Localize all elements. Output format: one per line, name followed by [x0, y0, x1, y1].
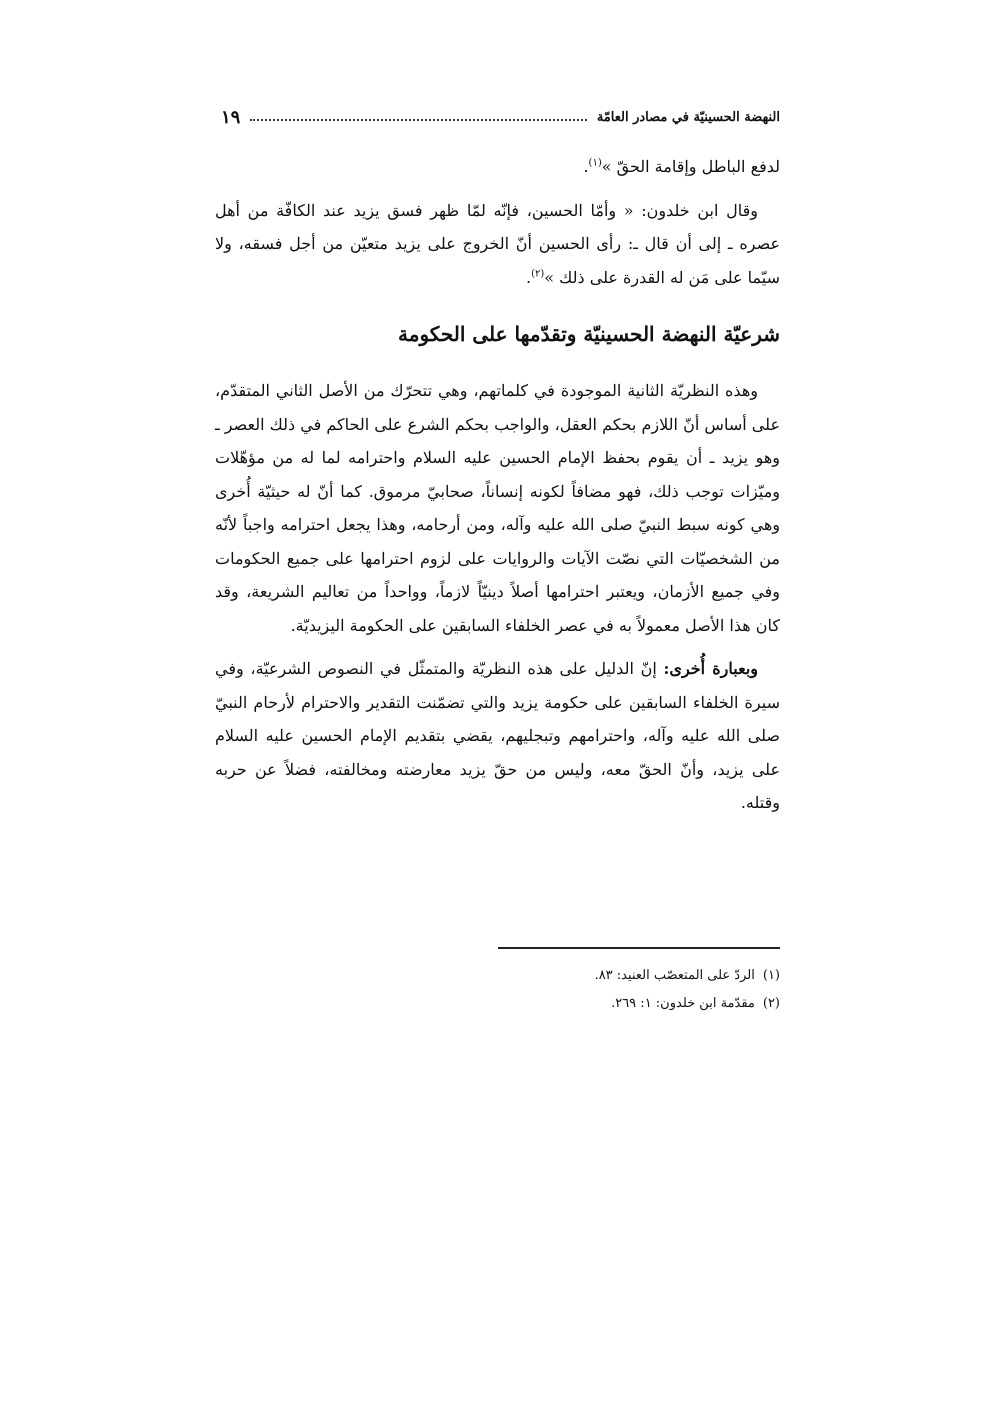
- section-heading: شرعيّة النهضة الحسينيّة وتقدّمها على الحكومة: [398, 322, 780, 346]
- paragraph-continuation-text: لدفع الباطل وإقامة الحقّ »: [601, 157, 780, 176]
- paragraph-continuation-end: .: [583, 157, 589, 176]
- running-header-title: النهضة الحسينيّة في مصادر العامّة: [596, 109, 780, 125]
- paragraph-in-other-words: [215, 652, 780, 820]
- page-number: ١٩: [221, 106, 241, 128]
- footnote-ref-2[interactable]: (٢): [531, 268, 545, 280]
- paragraph-ibn-khaldun-end: .: [526, 267, 532, 287]
- paragraph-continuation: [215, 150, 780, 184]
- header-dot-leader: [250, 119, 586, 121]
- footnote-text: مقدّمة ابن خلدون: ١: ٢٦٩.: [611, 996, 755, 1011]
- paragraph-second-theory: وهذه النظريّة الثانية الموجودة في كلماتهم، وهي تتحرّك من الأصل الثاني المتقدّم، على أساس أنّ اللازم بحكم العقل، والواجب بحكم الشرع على الحاكم في ذلك العصر ـ وهو يزيد ـ أن يقوم بحفظ الإمام الحسين عليه السلام واحترامه لما له من مؤهّلات وميّزات توجب ذلك، فهو مضافاً لكونه إنساناً، صحابيّ مرموق. كما أنّ له حيثيّة أُخرى وهي كونه سبط النبيّ صلى الله عليه وآله، ومن أرحامه، وهذا يجعل احترامه واجباً لأنّه من الشخصيّات التي نصّت الآيات والروايات على لزوم احترامها على جميع الحكومات وفي جميع الأزمان، ويعتبر احترامها أصلاً دينيّاً لازماً، وواحداً من تعاليم الشريعة، وقد كان هذا الأصل معمولاً به في عصر الخلفاء السابقين على الحكومة اليزيديّة.: [215, 381, 780, 635]
- footnote-ref-1[interactable]: (١): [588, 157, 602, 169]
- footnote-number: (١): [762, 968, 780, 983]
- paragraph-in-other-words-text: إنّ الدليل على هذه النظريّة والمتمثّل في النصوص الشرعيّة، وفي سيرة الخلفاء السابقين على حكومة يزيد والتي تضمّنت التقدير والاحترام لأرحام النبيّ صلى الله عليه وآله، واحترامهم وتبجليهم، يقضي بتقديم الإمام الحسين عليه السلام على يزيد، وأنّ الحقّ معه، وليس من حقّ يزيد معارضته ومخالفته، فضلاً عن حربه وقتله.: [215, 659, 780, 812]
- paragraph-ibn-khaldun: [215, 194, 780, 295]
- paragraph-ibn-khaldun-text: وقال ابن خلدون: « وأمّا الحسين، فإنّه لمّا ظهر فسق يزيد عند الكافّة من أهل عصره ـ إلى أن قال ـ: رأى الحسين أنّ الخروج على يزيد متعيّن من أجل فسقه، ولا سيّما على مَن له القدرة على ذلك »: [215, 200, 780, 287]
- running-header: [215, 103, 780, 131]
- paragraph-lead-phrase: وبعبارة أُخرى:: [663, 659, 759, 678]
- footnote-item: [215, 990, 780, 1018]
- footnote-number: (٢): [762, 996, 780, 1011]
- footnote-text: الردّ على المتعصّب العنيد: ٨٣.: [594, 968, 755, 983]
- footnote-item: [215, 962, 780, 990]
- footnotes: [215, 962, 780, 1018]
- footnote-separator: [498, 947, 780, 949]
- body-text: [215, 150, 780, 820]
